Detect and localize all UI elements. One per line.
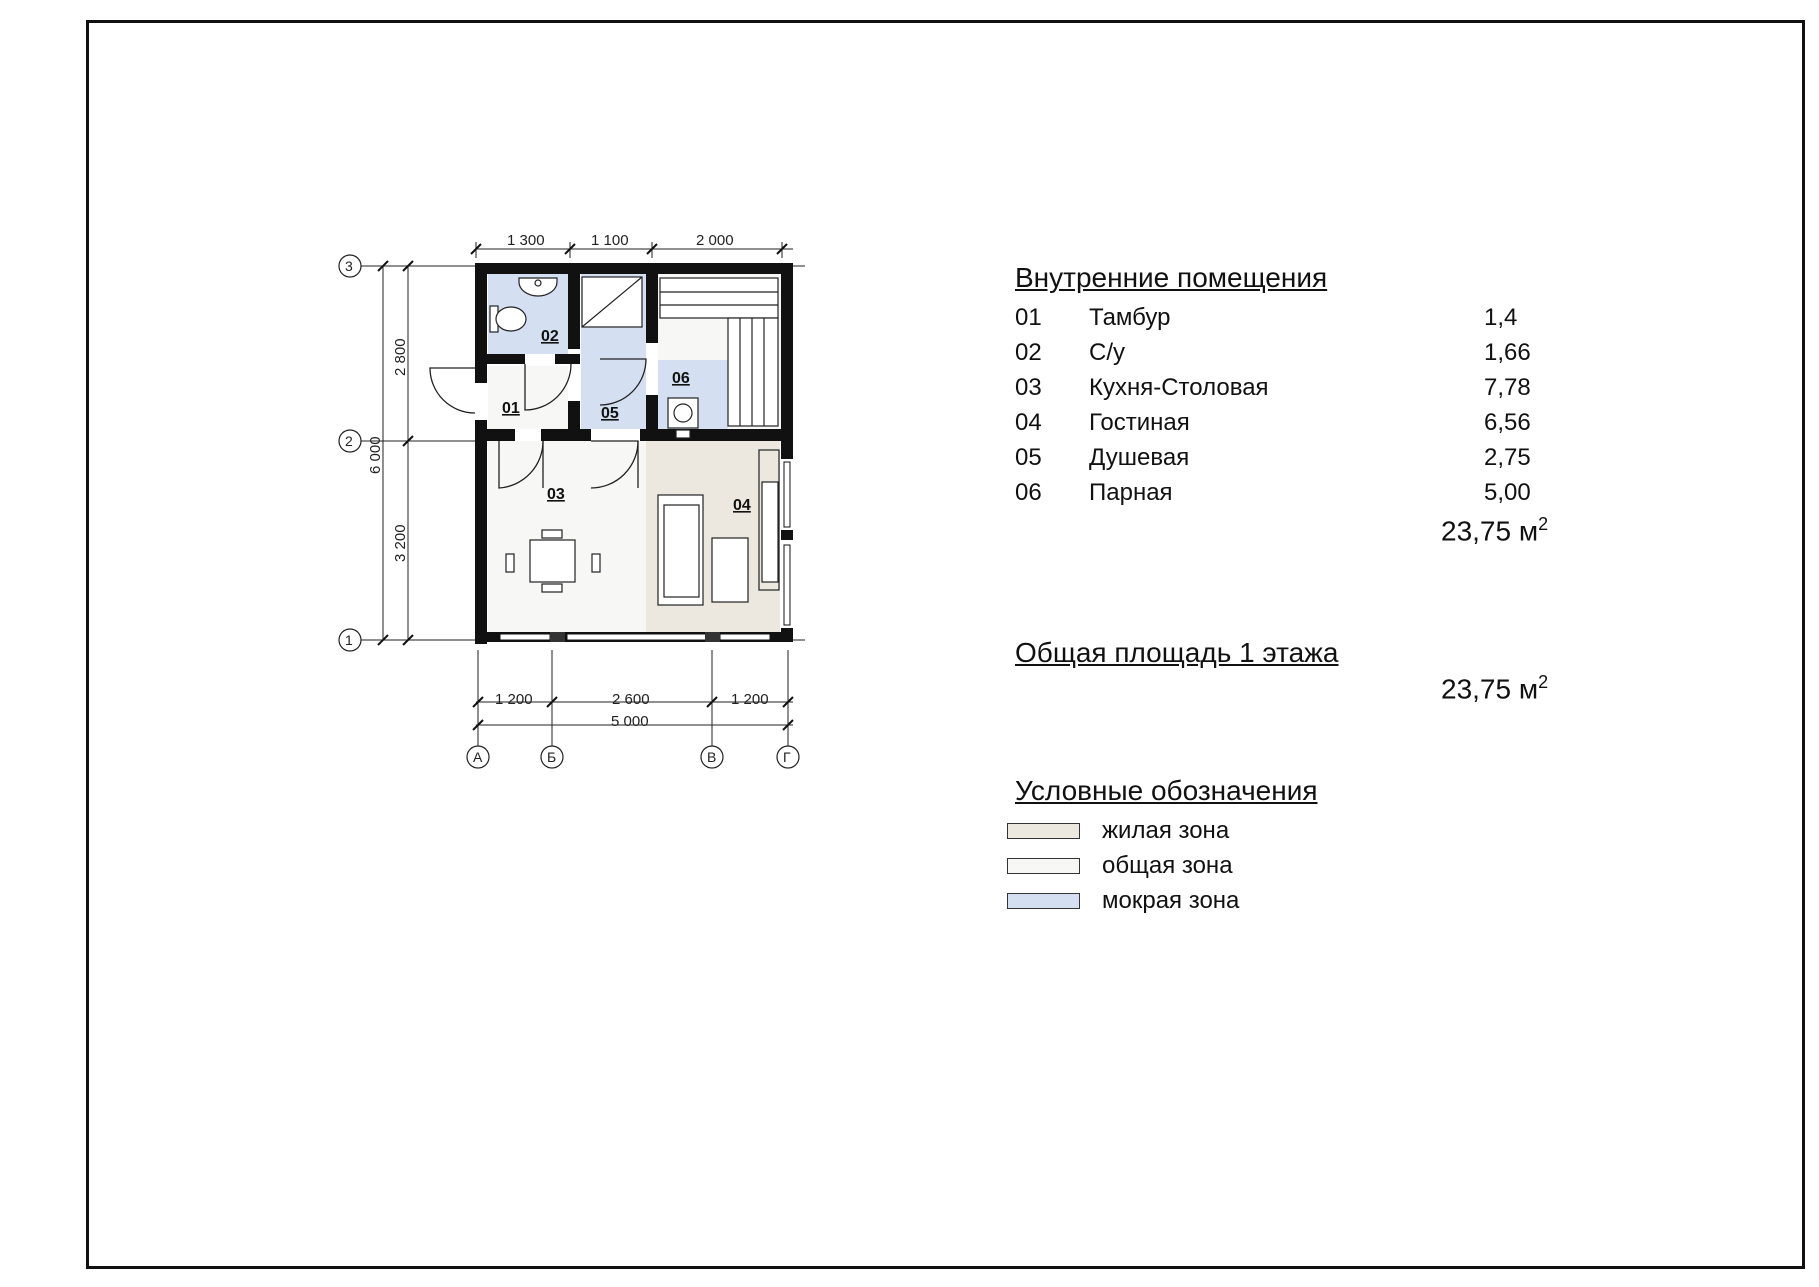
axis-row-1: 1 — [345, 632, 353, 648]
room-area: 7,78 — [1484, 374, 1531, 401]
axis-col-v: В — [707, 749, 717, 765]
top-dim-2: 1 100 — [591, 232, 629, 249]
room-area: 1,66 — [1484, 339, 1531, 366]
room-name: Тамбур — [1089, 304, 1171, 331]
room-area: 6,56 — [1484, 409, 1531, 436]
room-label-04: 04 — [733, 497, 751, 514]
bottom-dim-3: 1 200 — [731, 691, 769, 708]
floor-total-value: 23,75 м — [1441, 673, 1539, 705]
room-row — [1015, 479, 1535, 513]
room-number: 02 — [1015, 339, 1042, 366]
legend-label: мокрая зона — [1102, 887, 1240, 914]
room-label-01: 01 — [502, 400, 520, 417]
room-area: 5,00 — [1484, 479, 1531, 506]
room-number: 03 — [1015, 374, 1042, 401]
room-row — [1015, 444, 1535, 478]
room-label-02: 02 — [541, 328, 559, 345]
room-number: 04 — [1015, 409, 1042, 436]
rooms-total-area — [1441, 514, 1548, 547]
room-number: 06 — [1015, 479, 1042, 506]
room-03-fill — [488, 441, 646, 634]
axis-row-2: 2 — [345, 433, 353, 449]
top-dim-3: 2 000 — [696, 232, 734, 249]
floor-total-unit-exponent: 2 — [1538, 672, 1549, 692]
room-label-06: 06 — [672, 370, 690, 387]
axis-col-g: Г — [783, 749, 791, 765]
floor-area-heading: Общая площадь 1 этажа — [1015, 637, 1339, 668]
room-row — [1015, 374, 1535, 408]
room-label-03: 03 — [547, 486, 565, 503]
legend-swatch-wet — [1007, 893, 1080, 909]
room-name: Душевая — [1089, 444, 1190, 471]
room-name: Кухня-Столовая — [1089, 374, 1269, 401]
bottom-dim-1: 1 200 — [495, 691, 533, 708]
room-number: 01 — [1015, 304, 1042, 331]
rooms-heading: Внутренние помещения — [1015, 262, 1328, 293]
room-number: 05 — [1015, 444, 1042, 471]
rooms-total-value: 23,75 м — [1441, 515, 1539, 547]
axis-col-a: А — [473, 749, 483, 765]
legend-heading: Условные обозначения — [1015, 775, 1318, 806]
left-dim-1: 2 800 — [392, 338, 409, 376]
room-name: С/у — [1089, 339, 1125, 366]
legend-swatch-living — [1007, 823, 1080, 839]
room-area: 1,4 — [1484, 304, 1518, 331]
room-row — [1015, 339, 1535, 373]
room-label-05: 05 — [601, 405, 619, 422]
legend-label: жилая зона — [1102, 817, 1230, 844]
axis-col-b: Б — [547, 749, 557, 765]
bottom-dim-2: 2 600 — [612, 691, 650, 708]
room-area: 2,75 — [1484, 444, 1531, 471]
top-dim-1: 1 300 — [507, 232, 545, 249]
floor-total-area — [1441, 672, 1548, 705]
legend-swatch-common — [1007, 858, 1080, 874]
room-row — [1015, 304, 1535, 338]
overall-height-dim: 6 000 — [367, 436, 384, 474]
rooms-total-unit-exponent: 2 — [1538, 514, 1549, 534]
room-row — [1015, 409, 1535, 443]
room-name: Гостиная — [1089, 409, 1190, 436]
room-name: Парная — [1089, 479, 1173, 506]
axis-row-3: 3 — [345, 258, 353, 274]
legend-label: общая зона — [1102, 852, 1233, 879]
overall-width-dim: 5 000 — [611, 713, 649, 730]
left-dim-2: 3 200 — [392, 524, 409, 562]
